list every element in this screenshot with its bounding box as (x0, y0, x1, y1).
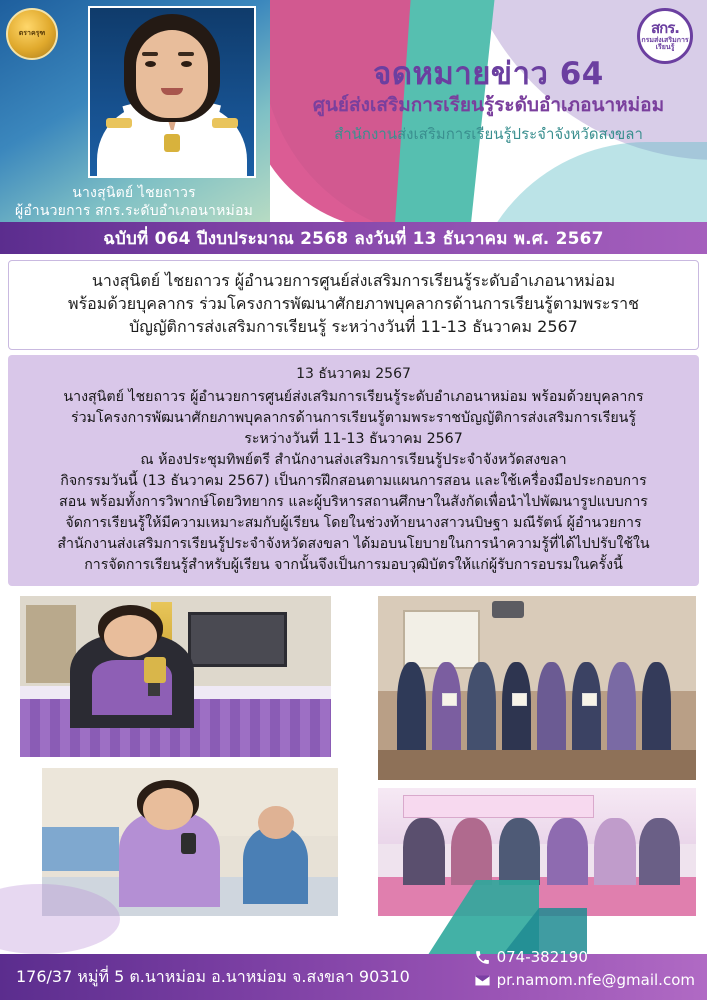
detail-line-8: สำนักงานส่งเสริมการเรียนรู้ประจำจังหวัดสงขลา ได้มอบนโยบายในการนำความรู้ที่ได้ไปปรับใช้ใน (57, 535, 650, 552)
detail-line-5: กิจกรรมวันนี้ (13 ธันวาคม 2567) เป็นการฝึกสอนตามแผนการสอน และใช้เครื่องมือประกอบการ (60, 472, 647, 489)
detail-line-2: ร่วมโครงการพัฒนาศักยภาพบุคลากรด้านการเรียนรู้ตามพระราชบัญญัติการส่งเสริมการเรียนรู้ (71, 409, 636, 426)
photo2-person-6 (572, 662, 601, 750)
photo3-speaker-head (143, 788, 193, 829)
photo4-person-1 (403, 818, 444, 885)
page-title: จดหมายข่าว 64 (373, 56, 604, 92)
header-left-block (0, 0, 270, 222)
photo4-banner (403, 795, 594, 818)
detail-line-4: ณ ห้องประชุมทิพย์ตรี สำนักงานส่งเสริมการเรียนรู้ประจำจังหวัดสงขลา (140, 451, 567, 468)
photo1-microphone-head (144, 657, 166, 683)
photo4-person-3 (499, 818, 540, 885)
portrait-epaulet-left (106, 118, 132, 128)
skr-logo-abbr: สกร. (651, 19, 679, 38)
portrait-brow-left (142, 52, 158, 56)
photo2-certificate-3 (582, 693, 598, 706)
detail-line-1: นางสุนิตย์ ไชยถาวร ผู้อำนวยการศูนย์ส่งเสริมการเรียนรู้ระดับอำเภอนาหม่อม พร้อมด้วยบุคลากร (63, 388, 644, 405)
photo2-certificate-2 (512, 693, 528, 706)
portrait-eye-right (181, 61, 192, 67)
footer-address: 176/37 หมู่ที่ 5 ต.นาหม่อม อ.นาหม่อม จ.สงขลา 90310 (16, 966, 410, 986)
page-header (0, 0, 707, 222)
email-icon (474, 972, 491, 989)
garuda-emblem-label: ตราครุฑ (18, 29, 46, 38)
photo2-board (403, 610, 479, 669)
portrait-mouth (161, 88, 183, 95)
summary-line-1: นางสุนิตย์ ไชยถาวร ผู้อำนวยการศูนย์ส่งเสริมการเรียนรู้ระดับอำเภอนาหม่อม (91, 271, 616, 290)
photo2-person-4 (502, 662, 531, 750)
portrait-brow-right (178, 52, 194, 56)
footer-contact (474, 946, 695, 993)
detail-line-6: สอน พร้อมทั้งการวิพากษ์โดยวิทยากร และผู้บริหารสถานศึกษาในสังกัดเพื่อนำไปพัฒนารูปแบบการ (59, 493, 648, 510)
detail-line-7: จัดการเรียนรู้ให้มีความเหมาะสมกับผู้เรียน โดยในช่วงท้ายนางสาวนบิษฐา มณีรัตน์ ผู้อำนวยการ (65, 514, 642, 531)
header-subtitle-province: สำนักงานส่งเสริมการเรียนรู้ประจำจังหวัดสงขลา (334, 125, 643, 143)
garuda-emblem-icon (6, 8, 58, 60)
photo1-door (26, 605, 76, 682)
photo1-person-head (104, 615, 157, 657)
detail-line-9: การจัดการเรียนรู้สำหรับผู้เรียน จากนั้นจึงเป็นการมอบวุฒิบัตรให้แก่ผู้รับการอบรมในครั้งนี้ (84, 556, 623, 573)
footer-phone-row (474, 946, 695, 969)
skr-logo-sub: กรมส่งเสริมการเรียนรู้ (641, 35, 689, 52)
photo2-person-7 (607, 662, 636, 750)
photo2-person-2 (432, 662, 461, 750)
portrait-badge (164, 134, 180, 152)
summary-line-2: พร้อมด้วยบุคลากร ร่วมโครงการพัฒนาศักยภาพบุคลากรด้านการเรียนรู้ตามพระราช (68, 294, 639, 314)
portrait-eye-left (145, 61, 156, 67)
photo2-person-5 (537, 662, 566, 750)
phone-icon (474, 949, 491, 966)
photo2-person-3 (467, 662, 496, 750)
photo4-person-6 (639, 818, 680, 885)
issue-bar (0, 222, 707, 254)
photo4-person-4 (547, 818, 588, 885)
summary-line-3: บัญญัติการส่งเสริมการเรียนรู้ ระหว่างวันที่ 11-13 ธันวาคม 2567 (129, 317, 578, 337)
detail-date: 13 ธันวาคม 2567 (296, 365, 411, 382)
footer-phone[interactable]: 074-382190 (496, 947, 588, 966)
photo4-person-2 (451, 818, 492, 885)
photo1-screen (188, 612, 288, 667)
summary-box (8, 260, 699, 350)
footer-email[interactable]: pr.namom.nfe@gmail.com (496, 970, 695, 989)
director-role: ผู้อำนวยการ สกร.ระดับอำเภอนาหม่อม (14, 203, 254, 219)
portrait-epaulet-right (212, 118, 238, 128)
photo2-stage (378, 750, 696, 779)
photo-gallery (8, 594, 699, 919)
director-name: นางสุนิตย์ ไชยถาวร (72, 185, 196, 201)
issue-bar-text: ฉบับที่ 064 ปีงบประมาณ 2568 ลงวันที่ 13 ธันวาคม พ.ศ. 2567 (103, 228, 604, 249)
photo2-certificate-1 (442, 693, 458, 706)
photo2-person-1 (397, 662, 426, 750)
footer-email-row (474, 969, 695, 992)
photo-speaker-with-microphone (18, 594, 333, 759)
portrait-face (136, 30, 208, 118)
skr-logo-icon (637, 8, 693, 64)
photo-certificate-ceremony (376, 594, 698, 782)
photo3-microphone (181, 833, 196, 854)
photo2-projector (492, 601, 524, 618)
photo3-participant-head (258, 806, 294, 839)
header-subtitle-office: ศูนย์ส่งเสริมการเรียนรู้ระดับอำเภอนาหม่อม (312, 94, 665, 116)
detail-box (8, 355, 699, 586)
photo2-person-8 (642, 662, 671, 750)
photo3-blue-panel (42, 827, 119, 871)
director-portrait-photo (88, 6, 256, 178)
photo4-person-5 (594, 818, 635, 885)
detail-line-3: ระหว่างวันที่ 11-13 ธันวาคม 2567 (244, 430, 463, 447)
